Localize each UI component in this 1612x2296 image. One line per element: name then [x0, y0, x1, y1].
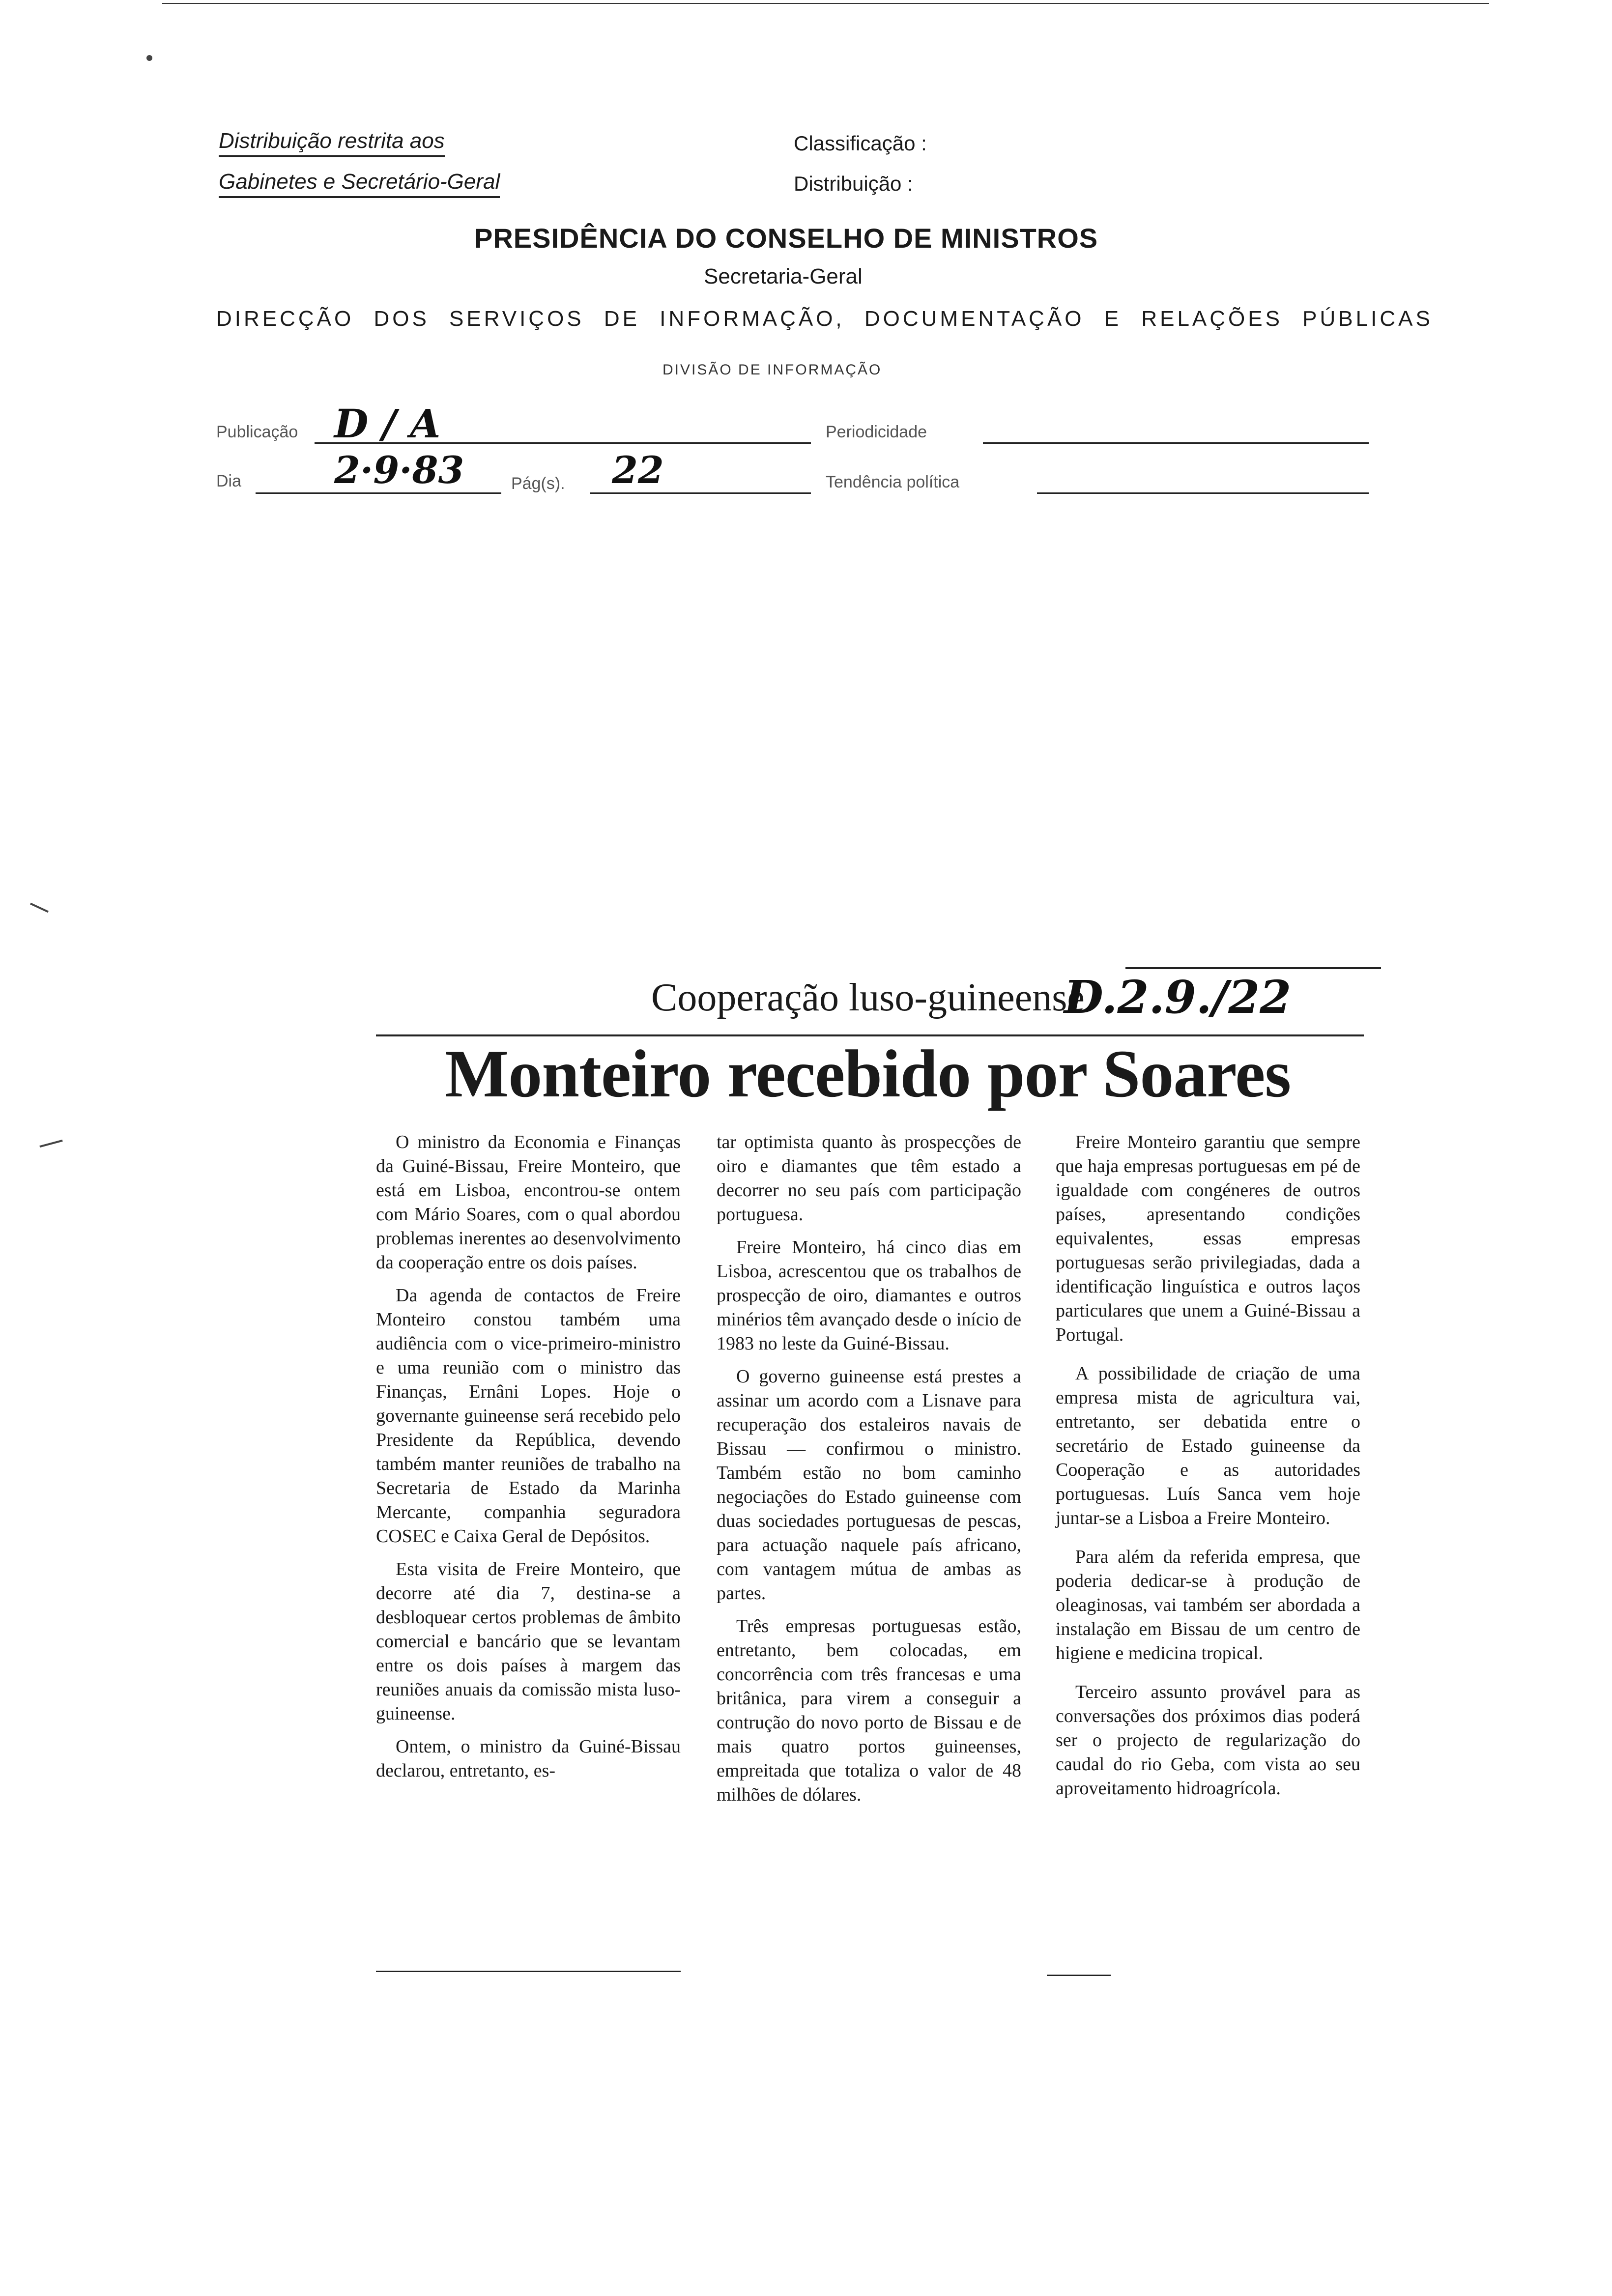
dia-line	[256, 492, 501, 494]
distribuicao-label: Distribuição :	[794, 172, 913, 195]
restriction-line-1: Distribuição restrita aos	[219, 129, 445, 157]
tendencia-line	[1037, 492, 1369, 494]
dia-value: 2·9·83	[334, 448, 464, 492]
column-1-end-rule	[376, 1971, 681, 1972]
tendencia-label: Tendência política	[826, 473, 960, 491]
directorate-line: DIRECÇÃO DOS SERVIÇOS DE INFORMAÇÃO, DOCUMENTAÇÃO E RELAÇÕES PÚBLICAS	[216, 307, 1433, 331]
classificacao-label: Classificação :	[794, 132, 927, 155]
scan-mark	[30, 903, 49, 913]
clipping-top-rule	[1125, 967, 1381, 969]
handwritten-reference: D.2.9./22	[1064, 971, 1292, 1024]
article-paragraph: A possibilidade de criação de uma empresa mista de agricultura vai, entretanto, ser debatida entre o secretário de Estado guineense da Cooperação e as autoridades portuguesas. Luís Sanca vem hoje juntar-se a Lisboa a Freire Monteiro.	[1056, 1363, 1360, 1528]
scan-mark	[39, 1140, 62, 1148]
organization-subtitle: Secretaria-Geral	[704, 264, 863, 288]
article-paragraph: O ministro da Economia e Finanças da Guiné-Bissau, Freire Monteiro, que está em Lisboa, encontrou-se ontem com Mário Soares, com o qual abordou problemas inerentes ao desenvolvimento da cooperação entre os dois países.	[376, 1132, 681, 1273]
publicacao-label: Publicação	[216, 423, 298, 441]
article-column-2	[717, 1130, 1021, 1816]
column-3-end-rule	[1047, 1975, 1111, 1976]
article-column-3	[1056, 1130, 1360, 1809]
scan-speck	[146, 55, 152, 61]
article-paragraph: Da agenda de contactos de Freire Monteiro constou também uma audiência com o vice-primeiro-ministro e uma reunião com o ministro das Finanças, Ernâni Lopes. Hoje o governante guineense será recebido pelo Presidente da República, devendo também manter reuniões de trabalho na Secretaria de Estado da Marinha Mercante, companhia seguradora COSEC e Caixa Geral de Depósitos.	[376, 1285, 681, 1547]
article-paragraph: Ontem, o ministro da Guiné-Bissau declarou, entretanto, es-	[376, 1736, 681, 1781]
article-paragraph: Freire Monteiro, há cinco dias em Lisboa, acrescentou que os trabalhos de prospecção de oiro, diamantes e outros minérios têm avançado desde o início de 1983 no leste da Guiné-Bissau.	[717, 1237, 1021, 1354]
article-paragraph: Terceiro assunto provável para as conversações dos próximos dias poderá ser o projecto de regularização do caudal do rio Geba, com vista ao seu aproveitamento hidroagrícola.	[1056, 1682, 1360, 1799]
article-kicker: Cooperação luso-guineense	[651, 976, 1085, 1019]
article-paragraph: tar optimista quanto às prospecções de oiro e diamantes que têm estado a decorrer no seu país com participação portuguesa.	[717, 1132, 1021, 1225]
article-paragraph: Esta visita de Freire Monteiro, que decorre até dia 7, destina-se a desbloquear certos problemas de âmbito comercial e bancário que se levantam entre os dois países à margem das reuniões anuais da comissão mista luso-guineense.	[376, 1559, 681, 1724]
dia-label: Dia	[216, 472, 242, 490]
article-headline: Monteiro recebido por Soares	[445, 1036, 1291, 1111]
periodicidade-line	[983, 442, 1369, 444]
organization-title: PRESIDÊNCIA DO CONSELHO DE MINISTROS	[474, 223, 1098, 254]
article-paragraph: Três empresas portuguesas estão, entretanto, bem colocadas, em concorrência com três francesas e uma britânica, para virem a conseguir a contrução do novo porto de Bissau e de mais quatro portos guineenses, empreitada que totaliza o valor de 48 milhões de dólares.	[717, 1616, 1021, 1805]
article-column-1	[376, 1130, 681, 1792]
paginas-value: 22	[612, 448, 664, 492]
article-paragraph: Freire Monteiro garantiu que sempre que haja empresas portuguesas em pé de igualdade com congéneres de outros países, apresentando condições equivalentes, essas empresas portuguesas serão privilegiadas, dada a identificação linguística e outros laços particulares que unem a Guiné-Bissau a Portugal.	[1056, 1132, 1360, 1345]
paginas-label: Pág(s).	[511, 474, 565, 493]
publicacao-value: D / A	[334, 401, 441, 447]
publicacao-line	[315, 442, 811, 444]
paginas-line	[590, 492, 811, 494]
article-paragraph: Para além da referida empresa, que poderia dedicar-se à produção de oleaginosas, vai também ser abordada a instalação em Bissau de um centro de higiene e medicina tropical.	[1056, 1547, 1360, 1664]
scan-top-rule	[162, 3, 1489, 4]
article-paragraph: O governo guineense está prestes a assinar um acordo com a Lisnave para recuperação dos estaleiros navais de Bissau — confirmou o ministro. Também estão no bom caminho negociações do Estado guineense com duas sociedades portuguesas de pescas, para actuação naquele país africano, com vantagem mútua de ambas as partes.	[717, 1366, 1021, 1604]
restriction-line-2: Gabinetes e Secretário-Geral	[219, 170, 500, 198]
division-line: DIVISÃO DE INFORMAÇÃO	[662, 362, 882, 378]
periodicidade-label: Periodicidade	[826, 423, 927, 441]
